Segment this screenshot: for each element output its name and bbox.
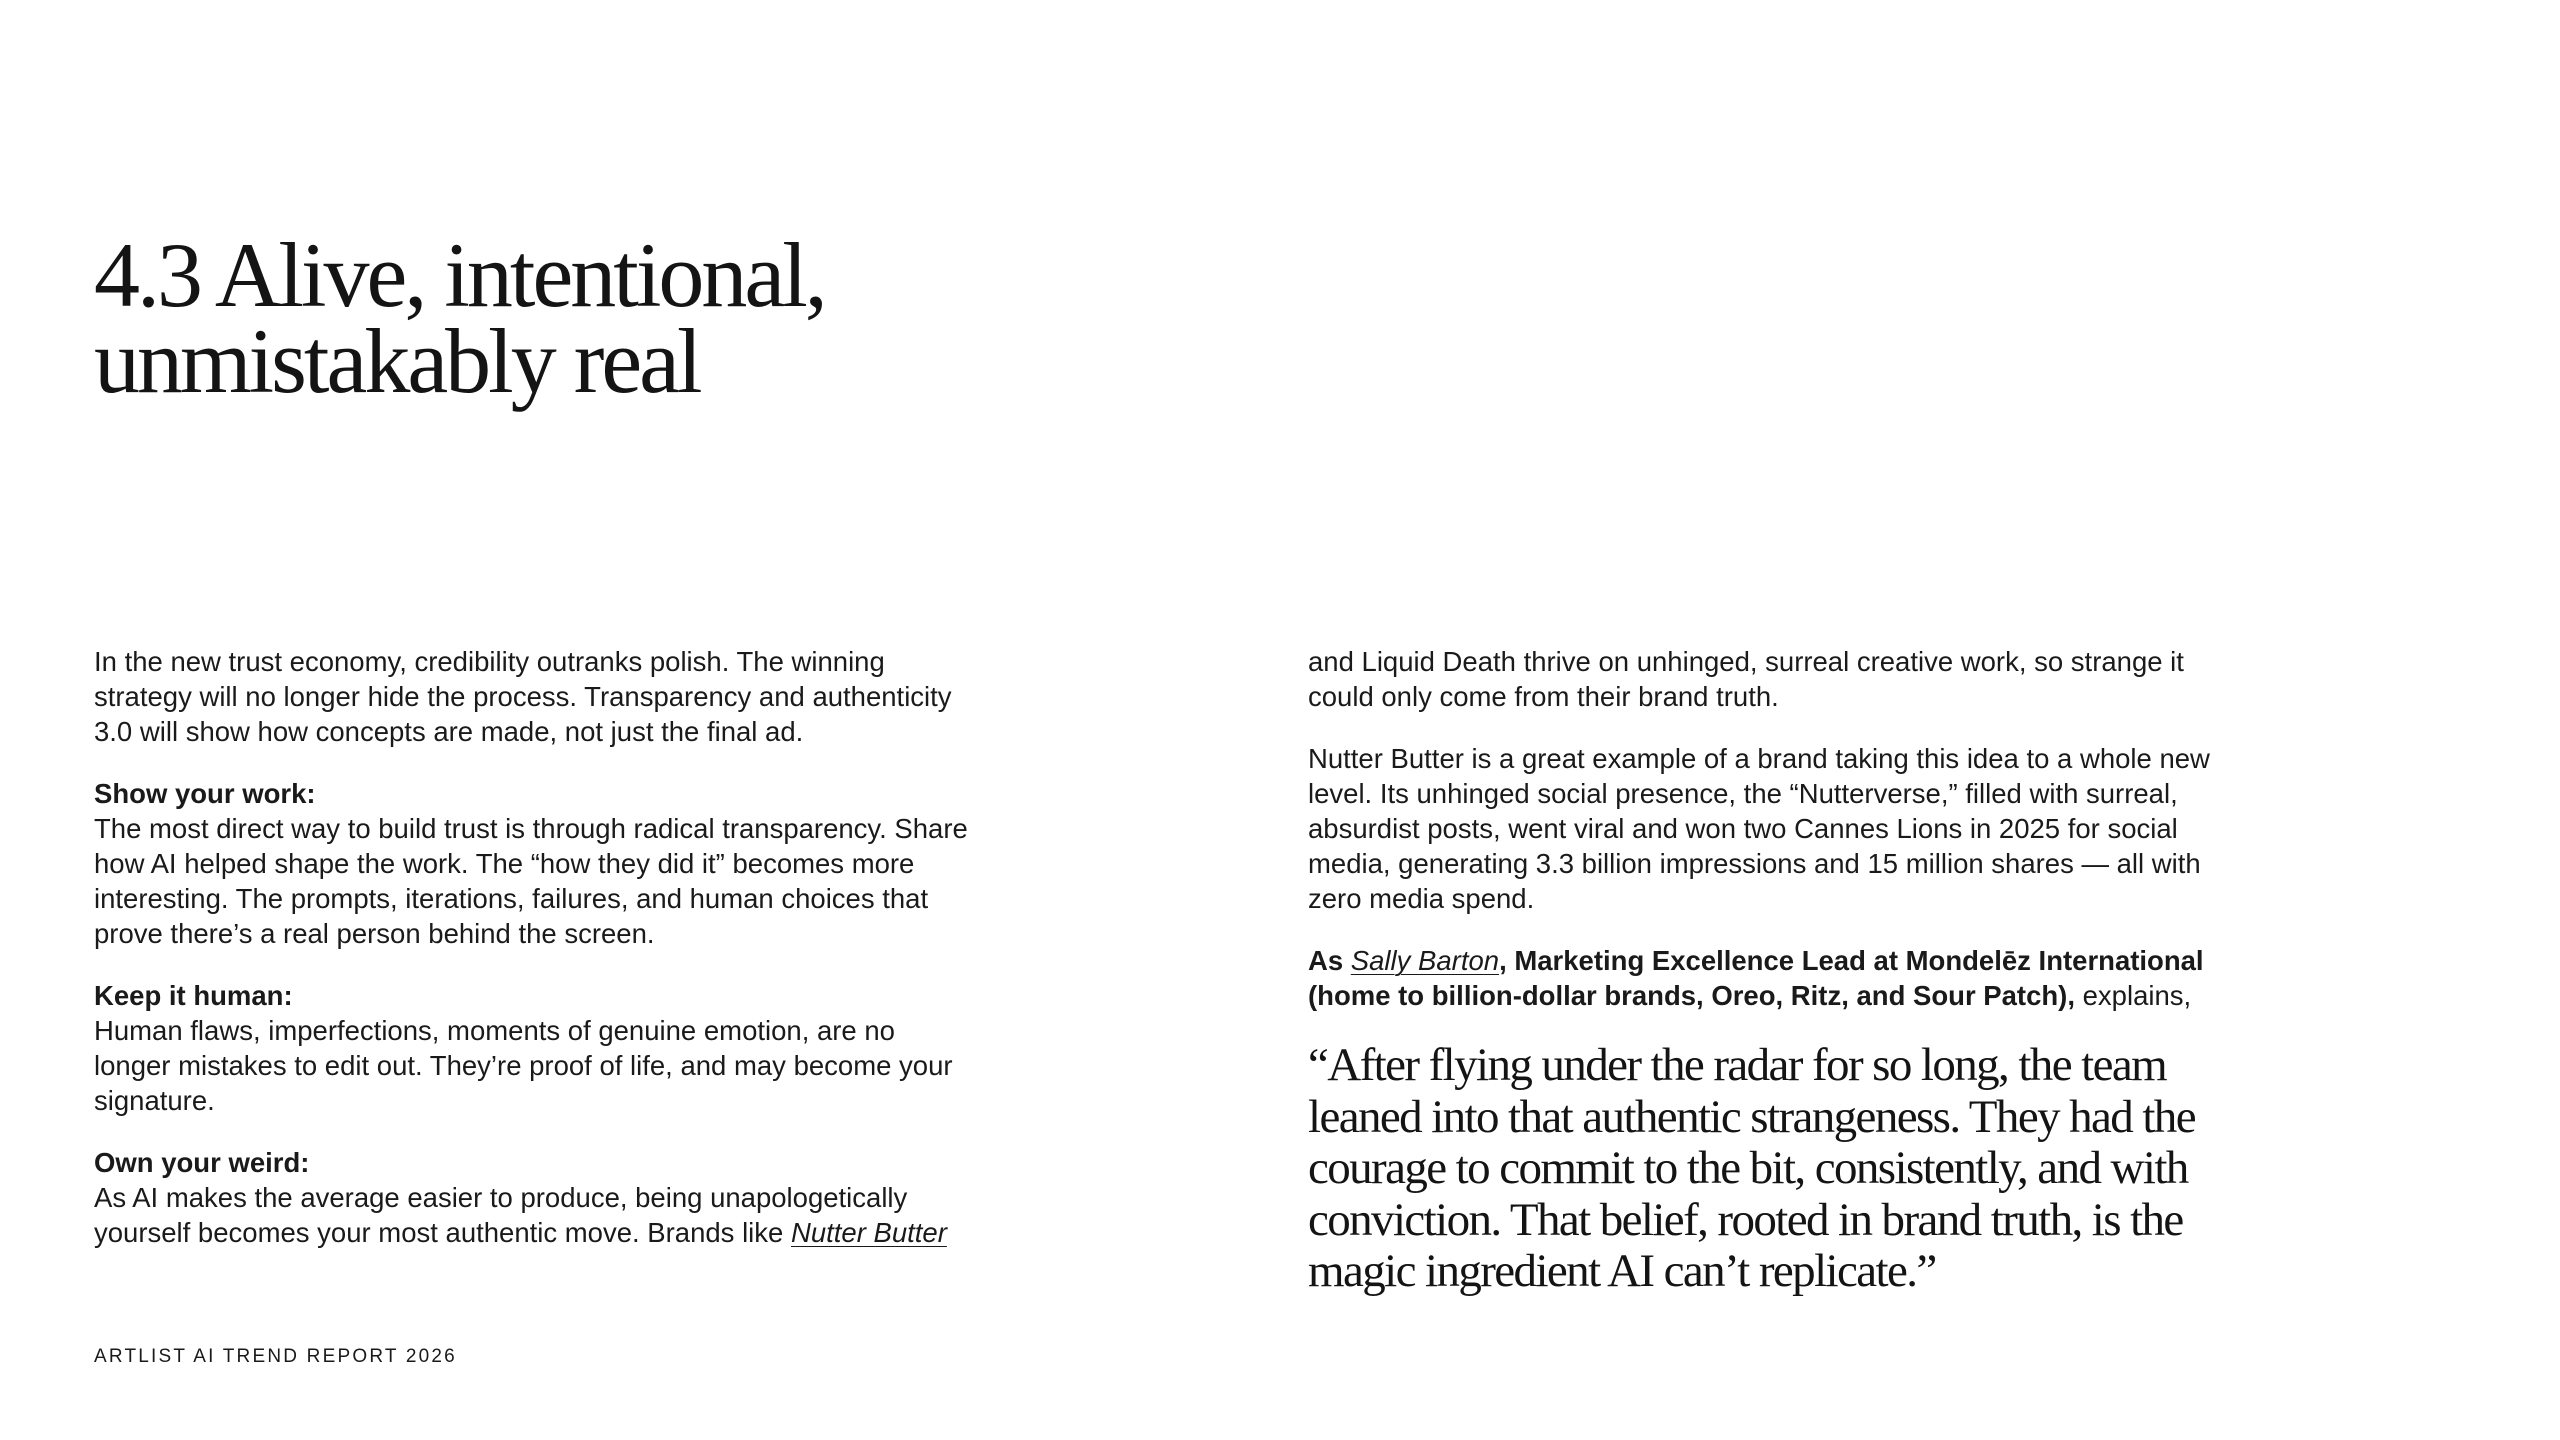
page-title-line-2: unmistakably real (94, 310, 700, 412)
right-column (1308, 644, 2228, 1298)
own-your-weird-heading: Own your weird: (94, 1147, 310, 1178)
footer-report-label: ARTLIST AI TREND REPORT 2026 (94, 1346, 457, 1367)
page-title (94, 224, 825, 412)
nutter-butter-example-paragraph: Nutter Butter is a great example of a brand taking this idea to a whole new level. Its unhinged social presence, the “Nutterverse,” filled with surreal, absurdist posts, went viral and won two Cannes Lions in 2025 for social media, generating 3.3 billion impressions and 15 million shares — all with zero media spend. (1308, 743, 2210, 914)
page-title-line-1: 4.3 Alive, intentional, (94, 224, 825, 326)
attribution-suffix: explains, (2074, 980, 2192, 1011)
intro-paragraph: In the new trust economy, credibility outranks polish. The winning strategy will no longer hide the process. Transparency and authenticity 3.0 will show how concepts are made, not just the final ad. (94, 646, 952, 747)
show-your-work-heading: Show your work: (94, 778, 316, 809)
attribution-prefix: As (1308, 945, 1351, 976)
sally-barton-link[interactable]: Sally Barton (1350, 945, 1500, 976)
own-your-weird-section (94, 1145, 974, 1250)
attribution-role: , Marketing Excellence Lead at Mondelēz International (home to billion-dollar brands, Oreo, Ritz, and Sour Patch), (1308, 945, 2204, 1011)
show-your-work-section (94, 776, 974, 951)
attribution-paragraph (1308, 943, 2228, 1013)
keep-it-human-body: Human flaws, imperfections, moments of genuine emotion, are no longer mistakes to edit out. They’re proof of life, and may become your signature. (94, 1015, 953, 1116)
keep-it-human-heading: Keep it human: (94, 980, 293, 1011)
continuation-paragraph: and Liquid Death thrive on unhinged, surreal creative work, so strange it could only come from their brand truth. (1308, 646, 2184, 712)
show-your-work-body: The most direct way to build trust is through radical transparency. Share how AI helped shape the work. The “how they did it” becomes more interesting. The prompts, iterations, failures, and human choices that prove there’s a real person behind the screen. (94, 813, 968, 949)
own-your-weird-body: As AI makes the average easier to produce, being unapologetically yourself becomes your most authentic move. Brands like (94, 1182, 908, 1248)
pull-quote: “After flying under the radar for so long, the team leaned into that authentic strangeness. They had the courage to commit to the bit, consistently, and with conviction. That belief, rooted in brand truth, is the magic ingredient AI can’t replicate.” (1308, 1039, 2195, 1297)
nutter-butter-link[interactable]: Nutter Butter (790, 1217, 947, 1248)
left-column (94, 644, 974, 1277)
keep-it-human-section (94, 978, 974, 1118)
